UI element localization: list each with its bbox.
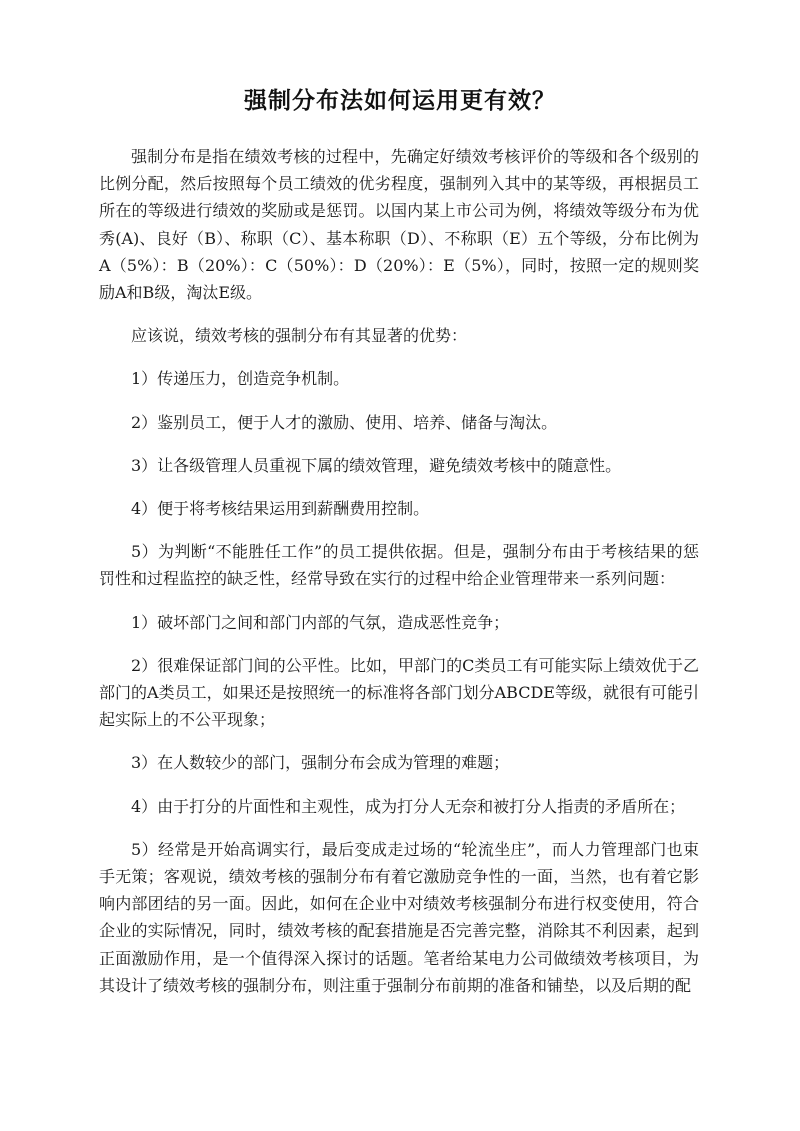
paragraph-problem-5: 5）经常是开始高调实行，最后变成走过场的“轮流坐庄”，而人力管理部门也束手无策；客观说，绩效考核的强制分布有着它激励竞争性的一面，当然，也有着它影响内部团结的另一面。因此，如何在企业中对绩效考核强制分布进行权变使用，符合企业的实际情况，同时，绩效考核的配套措施是否完善完整，消除其不利因素，起到正面激励作用，是一个值得深入探讨的话题。笔者给某电力公司做绩效考核项目，为其设计了绩效考核的强制分布，则注重于强制分布前期的准备和铺垫，以及后期的配 [99,839,699,995]
paragraph-advantage-1: 1）传递压力，创造竞争机制。 [131,369,350,389]
paragraph-problem-3: 3）在人数较少的部门，强制分布会成为管理的难题； [131,753,510,773]
paragraph-problem-4: 4）由于打分的片面性和主观性，成为打分人无奈和被打分人指责的矛盾所在； [131,796,686,816]
paragraph-problem-1: 1）破坏部门之间和部门内部的气氛，造成恶性竞争； [131,612,510,632]
paragraph-definition: 强制分布是指在绩效考核的过程中，先确定好绩效考核评价的等级和各个级别的比例分配，然后按照每个员工绩效的优劣程度，强制列入其中的某等级，再根据员工所在的等级进行绩效的奖励或是惩罚。以国内某上市公司为例，将绩效等级分布为优秀(A)、良好（B）、称职（C）、基本称职（D）、不称职（E）五个等级，分布比例为A（5%）：B（20%）：C（50%）：D（20%）：E（5%），同时，按照一定的规则奖励A和B级，淘汰E级。 [99,147,699,303]
paragraph-advantage-5: 5）为判断“不能胜任工作”的员工提供依据。但是，强制分布由于考核结果的惩罚性和过程监控的缺乏性，经常导致在实行的过程中给企业管理带来一系列问题： [99,542,699,589]
paragraph-advantage-3: 3）让各级管理人员重视下属的绩效管理，避免绩效考核中的随意性。 [131,455,622,475]
document-title: 强制分布法如何运用更有效？ [244,87,556,114]
document-body [99,143,699,1015]
paragraph-problem-2: 2）很难保证部门间的公平性。比如，甲部门的C类员工有可能实际上绩效优于乙部门的A类员工，如果还是按照统一的标准将各部门划分ABCDE等级，就很有可能引起实际上的不公平现象； [99,655,699,730]
paragraph-advantages-intro: 应该说，绩效考核的强制分布有其显著的优势： [131,326,468,346]
paragraph-advantage-4: 4）便于将考核结果运用到薪酬费用控制。 [131,499,430,519]
paragraph-advantage-2: 2）鉴别员工，便于人才的激励、使用、培养、储备与淘汰。 [131,412,558,432]
